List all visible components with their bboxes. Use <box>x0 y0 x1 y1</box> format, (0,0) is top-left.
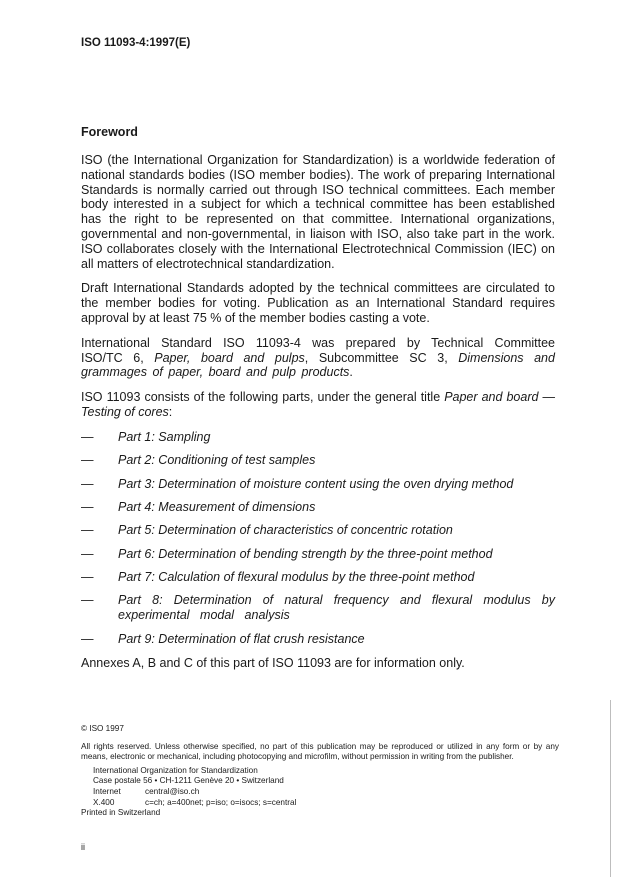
rights-statement: All rights reserved. Unless otherwise specified, no part of this publication may be reproduced or utilized in any form or by any means, electronic or mechanical, including photocopying and microfilm, without permission in writing from the publisher. <box>81 741 559 762</box>
list-item <box>81 632 555 647</box>
copyright-line: © ISO 1997 <box>81 724 124 733</box>
prepared-by-text: International Standard ISO 11093-4 was prepared by Technical Committee ISO/TC 6, <box>81 335 555 365</box>
paragraph-parts-intro <box>81 390 555 420</box>
dash-bullet: — <box>81 570 94 585</box>
foreword-body <box>81 153 555 681</box>
x400-row <box>93 798 559 809</box>
address-block <box>93 766 559 808</box>
list-item <box>81 500 555 515</box>
list-item <box>81 523 555 538</box>
part-title: Part 3: Determination of moisture content using the oven drying method <box>118 476 514 491</box>
dash-bullet: — <box>81 476 94 491</box>
scan-edge-line <box>610 700 611 877</box>
document-id-header: ISO 11093-4:1997(E) <box>81 37 191 49</box>
list-item <box>81 477 555 492</box>
x400-value: c=ch; a=400net; p=iso; o=isocs; s=central <box>145 797 297 807</box>
org-name: International Organization for Standardization <box>93 765 258 775</box>
general-title: Paper and board — Testing of cores <box>81 390 555 419</box>
list-item <box>81 593 555 623</box>
dash-bullet: — <box>81 546 94 561</box>
copyright-footer <box>81 724 559 819</box>
postal-address: Case postale 56 • CH-1211 Genève 20 • Switzerland <box>93 776 284 786</box>
paragraph-iso-intro: ISO (the International Organization for Standardization) is a worldwide federation of national standards bodies (ISO member bodies). The work of preparing International Standards is normally carried out through ISO technical committees. Each member body interested in a subject for which a technical committee has been established has the right to be represented on that committee. International organizations, governmental and non-governmental, in liaison with ISO, also take part in the work. ISO collaborates closely with the International Electrotechnical Commission (IEC) on all matters of electrotechnical standardization. <box>81 153 555 271</box>
x400-label: X.400 <box>93 797 115 807</box>
dash-bullet: — <box>81 429 94 444</box>
list-item <box>81 453 555 468</box>
dash-bullet: — <box>81 631 94 646</box>
printed-in: Printed in Switzerland <box>81 808 161 818</box>
subcommittee-title: Dimensions and grammages of paper, board and pulp products <box>81 350 555 380</box>
internet-value: central@iso.ch <box>145 786 200 796</box>
part-title: Part 6: Determination of bending strength by the three-point method <box>118 546 493 561</box>
page-number: ii <box>81 842 85 852</box>
part-title: Part 4: Measurement of dimensions <box>118 499 316 514</box>
parts-intro-text: ISO 11093 consists of the following parts, under the general title <box>81 390 445 405</box>
foreword-heading: Foreword <box>81 125 138 139</box>
part-title: Part 8: Determination of natural frequency and flexural modulus by experimental modal analysis <box>118 593 555 623</box>
paragraph-annexes: Annexes A, B and C of this part of ISO 11093 are for information only. <box>81 656 465 671</box>
parts-list <box>81 430 555 647</box>
parts-intro-colon: : <box>168 404 173 419</box>
list-item <box>81 570 555 585</box>
paragraph-prepared-by <box>81 336 555 380</box>
part-title: Part 5: Determination of characteristics of concentric rotation <box>118 523 453 538</box>
paragraph-draft-standards: Draft International Standards adopted by the technical committees are circulated to the member bodies for voting. Publication as an International Standard requires approval by at least 75 % of the member bodies casting a vote. <box>81 281 555 325</box>
dash-bullet: — <box>81 593 94 608</box>
part-title: Part 2: Conditioning of test samples <box>118 453 316 468</box>
sentence-end: . <box>349 365 353 380</box>
dash-bullet: — <box>81 499 94 514</box>
internet-label: Internet <box>93 786 121 796</box>
committee-title: Paper, board and pulps <box>154 350 305 365</box>
part-title: Part 9: Determination of flat crush resistance <box>118 631 365 646</box>
part-title: Part 1: Sampling <box>118 429 211 444</box>
dash-bullet: — <box>81 523 94 538</box>
list-item <box>81 430 555 445</box>
dash-bullet: — <box>81 453 94 468</box>
internet-row <box>93 787 559 798</box>
subcommittee-text: , Subcommittee SC 3, <box>304 350 459 365</box>
part-title: Part 7: Calculation of flexural modulus by the three-point method <box>118 570 475 585</box>
list-item <box>81 547 555 562</box>
